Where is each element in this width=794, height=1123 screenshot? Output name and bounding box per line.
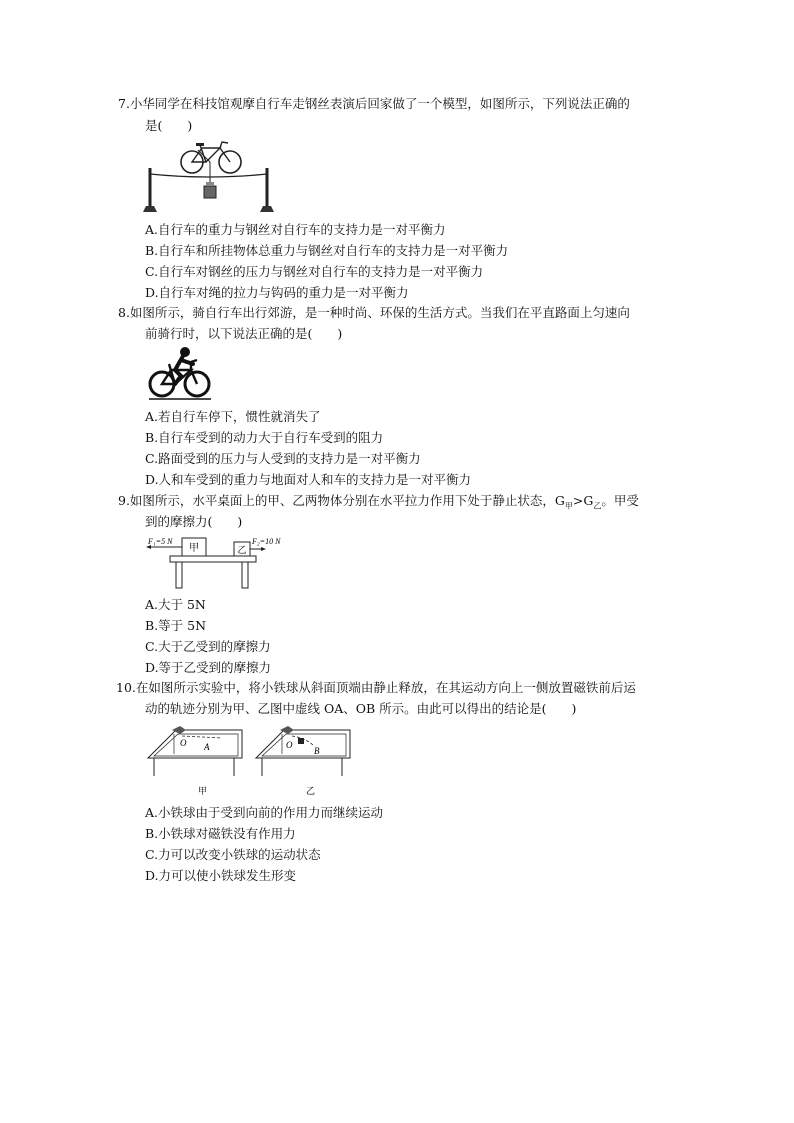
q7-option-b: B.自行车和所挂物体总重力与钢丝对自行车的支持力是一对平衡力: [145, 243, 509, 258]
bicycle-tightrope-figure: [140, 140, 280, 216]
q8-stem-line1: 8.如图所示，骑自行车出行郊游，是一种时尚、环保的生活方式。当我们在平直路面上匀速向: [118, 305, 630, 320]
q8-stem-line2: 前骑行时，以下说法正确的是( ): [145, 326, 343, 341]
block-jia-label: 甲: [189, 543, 199, 554]
q9-option-a: A.大于 5N: [145, 597, 206, 612]
incline-ball-figure: [146, 724, 356, 800]
q9-option-c: C.大于乙受到的摩擦力: [145, 639, 271, 654]
f2-label: F₂=10 N: [252, 537, 281, 546]
q7-stem-line2: 是( ): [145, 118, 193, 133]
q9-option-b: B.等于 5N: [145, 618, 207, 633]
q9-stem-part-b: 。甲受: [601, 493, 639, 508]
left-figure-label: 甲: [198, 786, 208, 796]
q9-subscript-jia: 甲: [564, 501, 573, 511]
q9-option-d: D.等于乙受到的摩擦力: [145, 660, 272, 675]
table-blocks-figure: [146, 534, 281, 592]
q8-option-b: B.自行车受到的动力大于自行车受到的阻力: [145, 430, 384, 445]
q9-stem-line2: 到的摩擦力( ): [145, 514, 243, 529]
right-point-o: O: [286, 740, 293, 750]
q10-option-a: A.小铁球由于受到向前的作用力而继续运动: [145, 805, 384, 820]
q9-stem-part-a: 9.如图所示，水平桌面上的甲、乙两物体分别在水平拉力作用下处于静止状态，G: [118, 493, 565, 508]
q9-stem-line1: [118, 493, 639, 515]
q9-subscript-yi: 乙: [593, 501, 602, 511]
cyclist-figure: [147, 346, 213, 404]
left-point-o: O: [180, 738, 187, 748]
block-yi-label: 乙: [237, 545, 247, 555]
q10-option-b: B.小铁球对磁铁没有作用力: [145, 826, 296, 841]
q10-stem-line1: 10.在如图所示实验中，将小铁球从斜面顶端由静止释放，在其运动方向上一侧放置磁铁前后运: [116, 680, 636, 695]
q7-stem-line1: 7.小华同学在科技馆观摩自行车走钢丝表演后回家做了一个模型，如图所示，下列说法正确的: [118, 96, 630, 111]
q8-option-c: C.路面受到的压力与人受到的支持力是一对平衡力: [145, 451, 421, 466]
right-point-b: B: [314, 746, 320, 756]
q7-option-a: A.自行车的重力与钢丝对自行车的支持力是一对平衡力: [145, 222, 446, 237]
q7-option-c: C.自行车对钢丝的压力与钢丝对自行车的支持力是一对平衡力: [145, 264, 484, 279]
left-point-a: A: [204, 742, 210, 752]
q7-option-d: D.自行车对绳的拉力与钩码的重力是一对平衡力: [145, 285, 409, 300]
f1-label: F₁=5 N: [148, 537, 173, 546]
q10-option-d: D.力可以使小铁球发生形变: [145, 868, 297, 883]
q9-gt: >G: [572, 493, 594, 508]
q10-option-c: C.力可以改变小铁球的运动状态: [145, 847, 321, 862]
right-figure-label: 乙: [306, 786, 316, 796]
q8-option-a: A.若自行车停下，惯性就消失了: [145, 409, 321, 424]
q8-option-d: D.人和车受到的重力与地面对人和车的支持力是一对平衡力: [145, 472, 472, 487]
q10-stem-line2: 动的轨迹分别为甲、乙图中虚线 OA、OB 所示。由此可以得出的结论是( ): [145, 701, 577, 716]
